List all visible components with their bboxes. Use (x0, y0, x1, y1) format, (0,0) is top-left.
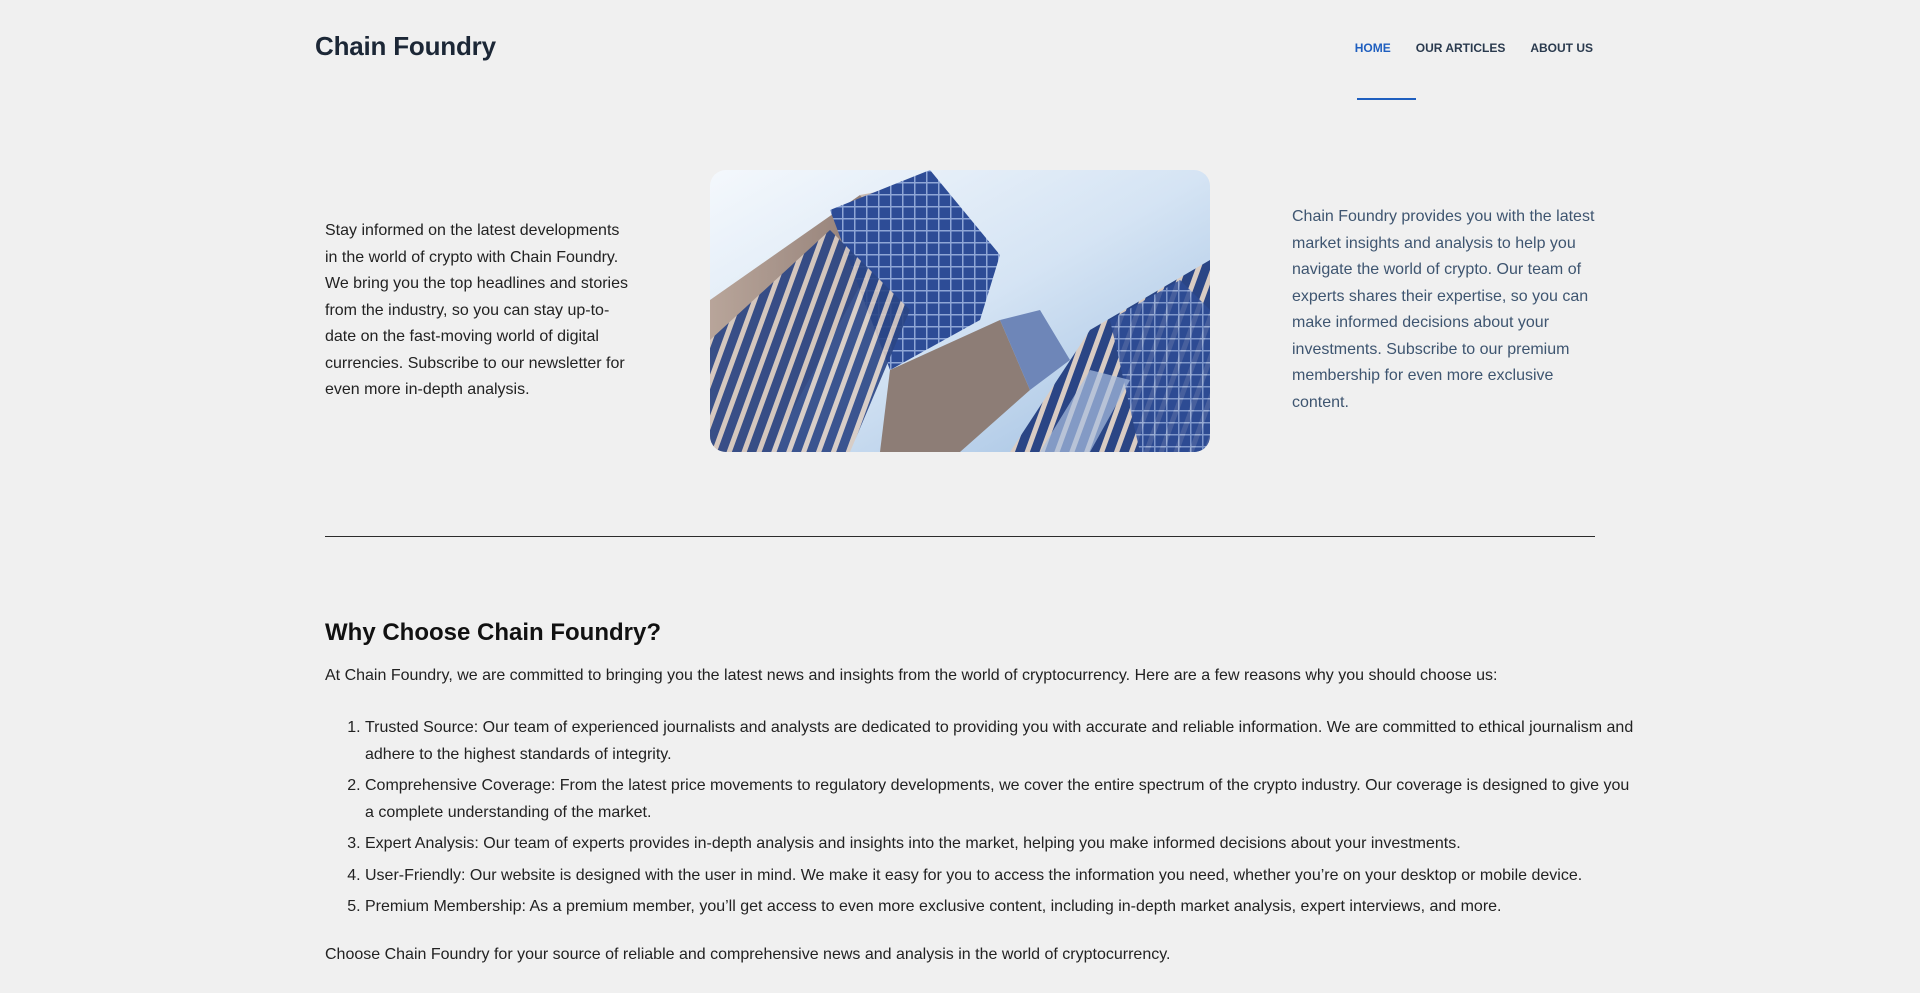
main-nav (1355, 41, 1593, 55)
nav-item-home[interactable]: HOME (1354, 41, 1391, 55)
list-item: 2. Comprehensive Coverage: From the latest price movements to regulatory developments, we cover the entire spectrum of the crypto industry. Our coverage is designed to give you a complete understanding of the market. (365, 773, 1640, 826)
closing-text: Choose Chain Foundry for your source of reliable and comprehensive news and analysis in the world of cryptocurrency. (325, 946, 1171, 963)
list-item: 4. User-Friendly: Our website is designed with the user in mind. We make it easy for you to access the information you need, whether you’re on your desktop or mobile device. (365, 863, 1640, 890)
intro-text-left: Stay informed on the latest developments in the world of crypto with Chain Foundry. We bring you the top headlines and stories from the industry, so you can stay up-to-date on the fast-moving world of digital currencies. Subscribe to our newsletter for even more in-depth analysis. (325, 222, 629, 398)
why-choose-heading: Why Choose Chain Foundry? (325, 619, 661, 646)
nav-item-our-articles[interactable]: OUR ARTICLES (1415, 41, 1506, 55)
site-title[interactable]: Chain Foundry (315, 31, 496, 61)
nav-item-about-us[interactable]: ABOUT US (1530, 41, 1593, 55)
list-item: 1. Trusted Source: Our team of experienced journalists and analysts are dedicated to providing you with accurate and reliable information. We are committed to ethical journalism and adhere to the highest standards of integrity. (365, 715, 1640, 768)
intro-text-right: Chain Foundry provides you with the latest market insights and analysis to help you navigate the world of crypto. Our team of experts shares their expertise, so you can make informed decisions about your investments. Subscribe to our premium membership for even more exclusive content. (1292, 208, 1595, 411)
reasons-list (325, 715, 1640, 926)
site-header (0, 0, 1920, 100)
nav-active-indicator (1357, 98, 1416, 100)
hero-image (710, 170, 1210, 452)
list-item: 5. Premium Membership: As a premium member, you’ll get access to even more exclusive content, including in-depth market analysis, expert interviews, and more. (365, 894, 1640, 921)
section-divider (325, 536, 1595, 537)
why-choose-intro: At Chain Foundry, we are committed to bringing you the latest news and insights from the world of cryptocurrency. Here are a few reasons why you should choose us: (325, 667, 1498, 684)
list-item: 3. Expert Analysis: Our team of experts provides in-depth analysis and insights into the market, helping you make informed decisions about your investments. (365, 831, 1640, 858)
